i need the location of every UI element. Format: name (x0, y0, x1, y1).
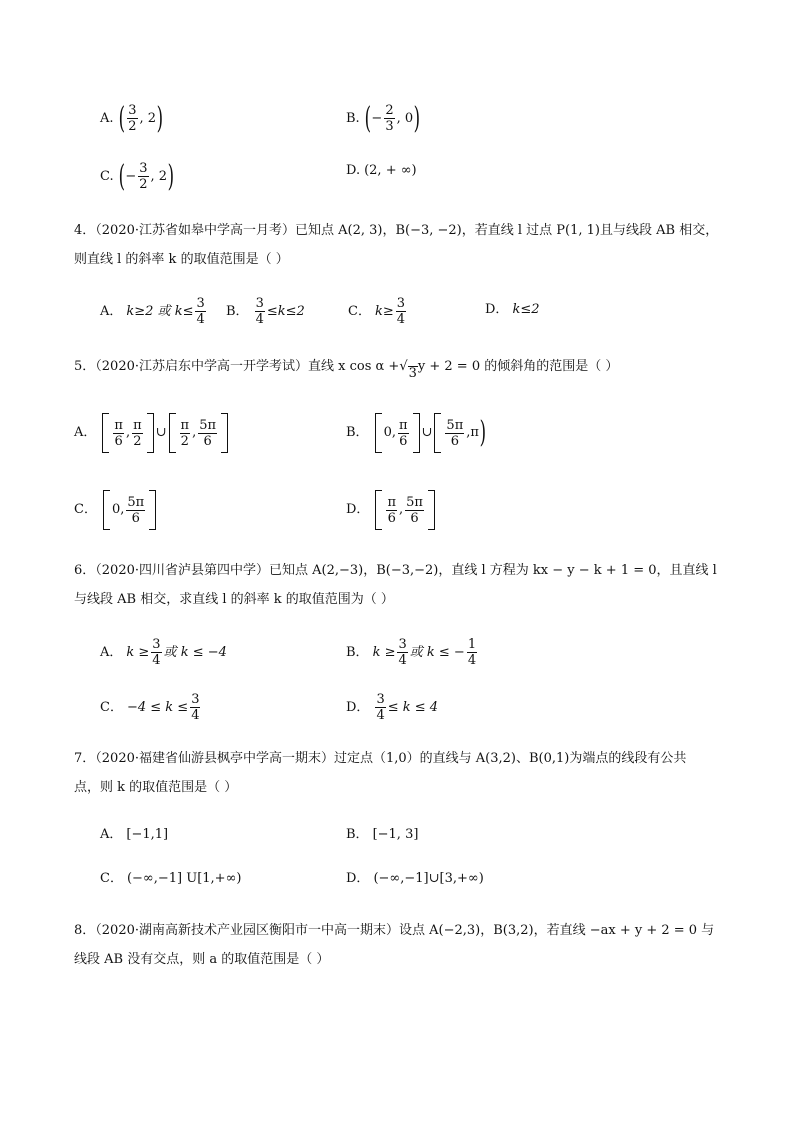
question-4 (74, 216, 724, 274)
q6-option-c[interactable]: C． −4 ≤ k ≤ $\frac{3}{4}$ (100, 692, 200, 723)
question-text-line: 6．（2020·四川省泸县第四中学）已知点 A(2,−3)，B(−3,−2)，直线 l 方程为 kx − y − k + 1 = 0，且直线 l (74, 563, 717, 578)
option-label: B． (346, 827, 369, 842)
q3-option-a[interactable]: A. ( $\frac{3}{2}$ , 2 ) (100, 100, 164, 136)
q4-option-b[interactable]: B． $\frac{3}{4}$ ≤k≤2 (226, 296, 305, 327)
question-text-line: 8．（2020·湖南高新技术产业园区衡阳市一中高一期末）设点 A(−2,3)，B(3,2)，若直线 −ax + y + 2 = 0 与 (74, 923, 715, 938)
q7-option-a[interactable]: A． [−1,1] (100, 825, 168, 845)
option-label: C． (100, 699, 123, 715)
q6-option-b[interactable]: B． k ≥ $\frac{3}{4}$ 或 k ≤ − $\frac{1}{4}$ (346, 637, 477, 668)
question-text-line: y + 2 = 0 的倾斜角的范围是（ ） (417, 359, 619, 374)
option-label: B. (346, 110, 360, 126)
q3-option-c[interactable]: C. ( − $\frac{3}{2}$ , 2 ) (100, 158, 175, 194)
q5-option-d[interactable]: D． $\frac{\pi}{6}$ , $\frac{5\pi}{6}$ (346, 490, 437, 530)
fraction: $\frac{2}{3}$ (385, 103, 394, 134)
fraction: $\frac{3}{4}$ (196, 296, 205, 327)
option-label: A． (100, 303, 123, 319)
q5-option-b[interactable]: B． 0, $\frac{\pi}{6}$ ∪ $\frac{5\pi}{6}$ ,π ) (346, 413, 487, 453)
sqrt-symbol: √ 3 (399, 359, 417, 381)
fraction: $\frac{3}{2}$ (139, 161, 148, 192)
option-label: C． (348, 303, 371, 319)
question-text-line: 7．（2020·福建省仙游县枫亭中学高一期末）过定点（1,0）的直线与 A(3,2)、B(0,1)为端点的线段有公共 (74, 751, 687, 766)
option-label: B． (346, 644, 369, 660)
q5-option-a[interactable]: A． $\frac{\pi}{6}$ , $\frac{\pi}{2}$ ∪ $\frac{\pi}{2}$ , $\frac{5\pi}{6}$ (74, 413, 230, 453)
option-label: B． (226, 303, 249, 319)
q4-option-d[interactable]: D． k≤2 (485, 300, 539, 320)
option-label: C. (100, 168, 114, 184)
option-label: B． (346, 425, 369, 440)
q6-option-a[interactable]: A． k ≥ $\frac{3}{4}$ 或 k ≤ −4 (100, 637, 227, 668)
question-6 (74, 556, 724, 614)
fraction: $\frac{3}{4}$ (255, 296, 264, 327)
option-label: D． (485, 302, 509, 317)
question-7 (74, 744, 724, 802)
option-label: A． (100, 644, 123, 660)
option-label: A. (100, 110, 114, 126)
option-label: D． (346, 502, 370, 517)
question-5 (74, 352, 724, 381)
option-label: C． (100, 871, 123, 886)
question-text-line: 4．（2020·江苏省如皋中学高一月考）已知点 A(2, 3)，B(−3, −2)，若直线 l 过点 P(1, 1)且与线段 AB 相交， (74, 223, 719, 238)
q6-option-d[interactable]: D． $\frac{3}{4}$ ≤ k ≤ 4 (346, 692, 439, 723)
q4-option-a[interactable]: A． k≥2 或 k≤ $\frac{3}{4}$ (100, 296, 205, 327)
option-label: C． (74, 502, 97, 517)
q5-option-c[interactable]: C． 0, $\frac{5\pi}{6}$ (74, 490, 158, 530)
fraction: $\frac{3}{2}$ (128, 103, 137, 134)
fraction: $\frac{3}{4}$ (396, 296, 406, 327)
question-text-line: 与线段 AB 相交，求直线 l 的斜率 k 的取值范围为（ ） (74, 592, 394, 607)
question-8 (74, 916, 724, 974)
q7-option-c[interactable]: C． (−∞,−1] U[1,+∞) (100, 869, 241, 889)
option-label: A． (74, 425, 97, 440)
q7-option-d[interactable]: D． (−∞,−1]∪[3,+∞) (346, 869, 484, 889)
option-label: A． (100, 827, 123, 842)
option-label: D. (346, 163, 361, 178)
question-text-line: 5．（2020·江苏启东中学高一开学考试）直线 x cos α + (74, 359, 400, 374)
question-text-line: 点，则 k 的取值范围是（ ） (74, 780, 238, 795)
q4-option-c[interactable]: C． k≥ $\frac{3}{4}$ (348, 296, 406, 327)
question-text-line: 则直线 l 的斜率 k 的取值范围是（ ） (74, 252, 289, 267)
option-label: D． (346, 871, 370, 886)
question-text-line: 线段 AB 没有交点，则 a 的取值范围是（ ） (74, 952, 330, 967)
q3-option-b[interactable]: B. ( − $\frac{2}{3}$ , 0 ) (346, 100, 421, 136)
q3-option-d[interactable]: D. (2, + ∞) (346, 161, 417, 181)
option-label: D． (346, 699, 370, 715)
q7-option-b[interactable]: B． [−1, 3] (346, 825, 418, 845)
